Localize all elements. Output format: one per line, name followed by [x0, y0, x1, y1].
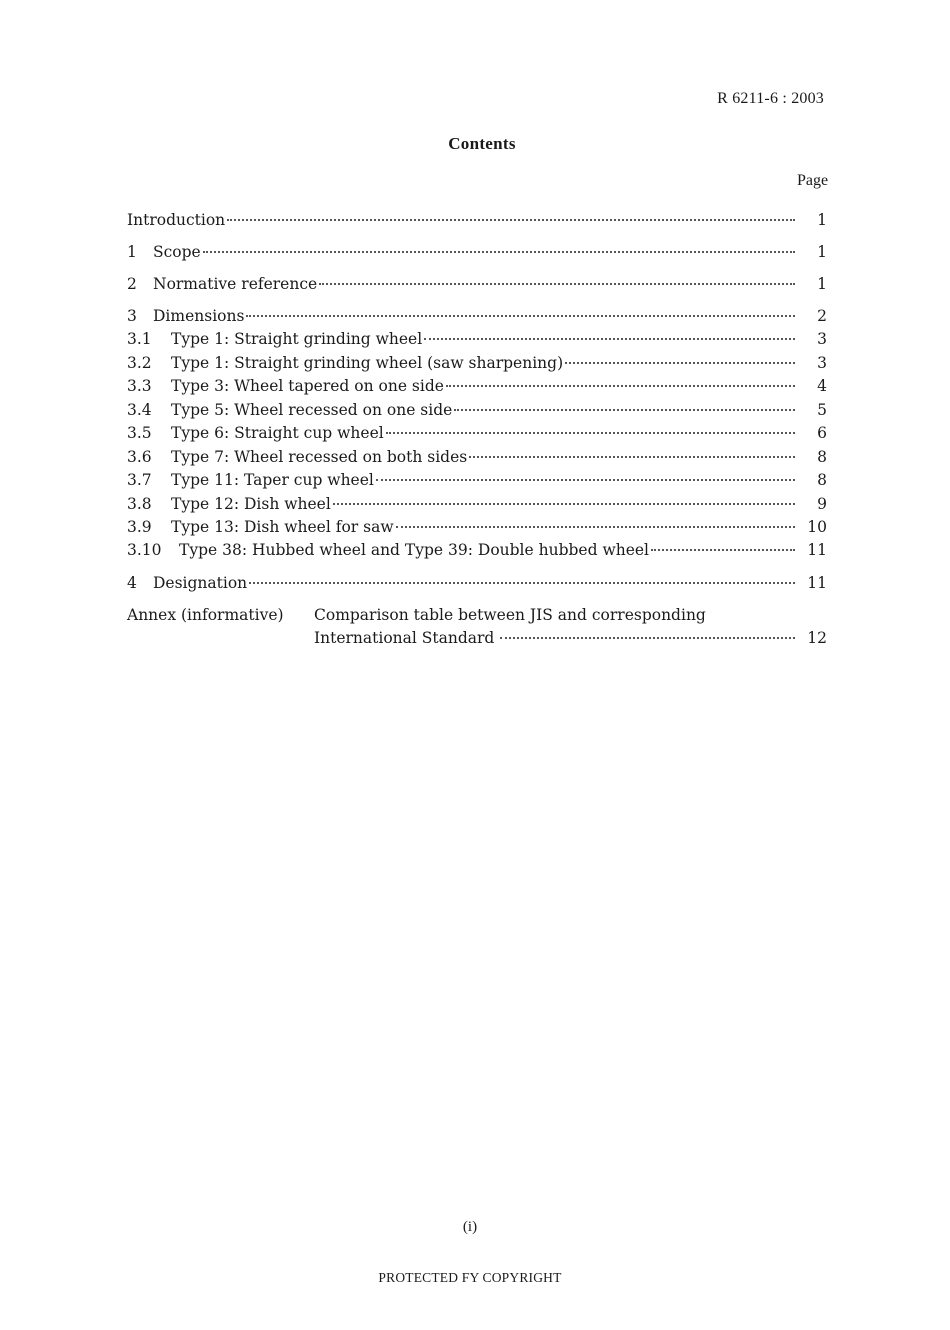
- toc-entry-number: 3.3: [127, 377, 152, 395]
- toc-entry-number: 4: [127, 574, 137, 592]
- toc-entry-page: 11: [807, 574, 827, 592]
- annex-title-line-1: Comparison table between JIS and corresponding: [314, 606, 706, 624]
- dot-leader: [319, 283, 795, 285]
- toc-entry-page: 9: [817, 495, 827, 513]
- toc-entry-number: 3: [127, 307, 137, 325]
- toc-entry-page: 1: [817, 275, 827, 293]
- toc-entry-title: Introduction: [127, 211, 226, 229]
- toc-entry-number: 3.6: [127, 448, 152, 466]
- toc-entry-title: Type 6: Straight cup wheel: [171, 424, 384, 442]
- toc-entry-number: 3.9: [127, 518, 152, 536]
- toc-entry-title: Type 12: Dish wheel: [171, 495, 331, 513]
- toc-entry-3-4[interactable]: [127, 401, 827, 423]
- toc-entry-3-10[interactable]: [127, 541, 827, 563]
- dot-leader: [500, 637, 795, 639]
- dot-leader: [386, 432, 795, 434]
- dot-leader: [424, 338, 795, 340]
- toc-entry-number: 3.2: [127, 354, 152, 372]
- dot-leader: [446, 385, 795, 387]
- annex-label: Annex (informative): [127, 606, 284, 624]
- toc-entry-title: Type 7: Wheel recessed on both sides: [171, 448, 468, 466]
- dot-leader: [565, 362, 795, 364]
- contents-title: Contents: [448, 134, 516, 153]
- dot-leader: [203, 251, 795, 253]
- dot-leader: [376, 479, 795, 481]
- toc-entry-title: Normative reference: [153, 275, 318, 293]
- dot-leader: [454, 409, 795, 411]
- dot-leader: [469, 456, 795, 458]
- toc-entry-title: Scope: [153, 243, 201, 261]
- document-number: R 6211-6 : 2003: [717, 90, 824, 107]
- toc-entry-3-6[interactable]: [127, 448, 827, 470]
- toc-entry-number: 2: [127, 275, 137, 293]
- page-folio: (i): [462, 1219, 478, 1235]
- dot-leader: [246, 315, 795, 317]
- toc-entry-page: 5: [817, 401, 827, 419]
- toc-entry-page: 1: [817, 211, 827, 229]
- toc-entry-page: 2: [817, 307, 827, 325]
- dot-leader: [249, 582, 795, 584]
- toc-entry-3-2[interactable]: [127, 354, 827, 376]
- annex-title-line-2-row: [314, 629, 827, 651]
- toc-entry-number: 1: [127, 243, 137, 261]
- toc-entry-number: 3.7: [127, 471, 152, 489]
- toc-entry-3-3[interactable]: [127, 377, 827, 399]
- toc-entry-number: 3.10: [127, 541, 162, 559]
- toc-entry-title: Type 3: Wheel tapered on one side: [171, 377, 444, 395]
- toc-entry-page: 4: [817, 377, 827, 395]
- toc-entry-3-9[interactable]: [127, 518, 827, 540]
- annex-title-line-2: International Standard: [314, 629, 495, 647]
- copyright-notice: PROTECTED FY COPYRIGHT: [378, 1270, 562, 1285]
- toc-entry-3-7[interactable]: [127, 471, 827, 493]
- toc-entry-title: Type 1: Straight grinding wheel: [171, 330, 423, 348]
- toc-entry-page: 1: [817, 243, 827, 261]
- toc-entry-page: 3: [817, 354, 827, 372]
- toc-entry-designation[interactable]: [127, 574, 827, 596]
- toc-entry-page: 11: [807, 541, 827, 559]
- toc-entry-scope[interactable]: [127, 243, 827, 265]
- dot-leader: [651, 549, 795, 551]
- toc-entry-title: Type 1: Straight grinding wheel (saw sharpening): [171, 354, 564, 372]
- toc-entry-number: 3.8: [127, 495, 152, 513]
- page-column-label: Page: [797, 172, 829, 189]
- toc-entry-number: 3.4: [127, 401, 152, 419]
- toc-entry-page: 6: [817, 424, 827, 442]
- toc-entry-3-1[interactable]: [127, 330, 827, 352]
- toc-entry-number: 3.1: [127, 330, 152, 348]
- dot-leader: [396, 526, 795, 528]
- toc-entry-title: Designation: [153, 574, 248, 592]
- toc-entry-page: 8: [817, 471, 827, 489]
- dot-leader: [227, 219, 795, 221]
- toc-entry-title: Dimensions: [153, 307, 245, 325]
- toc-entry-3-8[interactable]: [127, 495, 827, 517]
- toc-entry-dimensions[interactable]: [127, 307, 827, 329]
- toc-entry-introduction[interactable]: [127, 211, 827, 233]
- toc-entry-number: 3.5: [127, 424, 152, 442]
- toc-entry-page: 10: [807, 518, 827, 536]
- toc-entry-page: 8: [817, 448, 827, 466]
- toc-entry-page: 12: [807, 629, 827, 647]
- toc-entry-page: 3: [817, 330, 827, 348]
- toc-entry-title: Type 11: Taper cup wheel: [171, 471, 374, 489]
- toc-entry-3-5[interactable]: [127, 424, 827, 446]
- dot-leader: [333, 503, 795, 505]
- toc-entry-title: Type 13: Dish wheel for saw: [171, 518, 394, 536]
- toc-entry-title: Type 5: Wheel recessed on one side: [171, 401, 453, 419]
- toc-entry-normative-reference[interactable]: [127, 275, 827, 297]
- toc-entry-title: Type 38: Hubbed wheel and Type 39: Double hubbed wheel: [179, 541, 650, 559]
